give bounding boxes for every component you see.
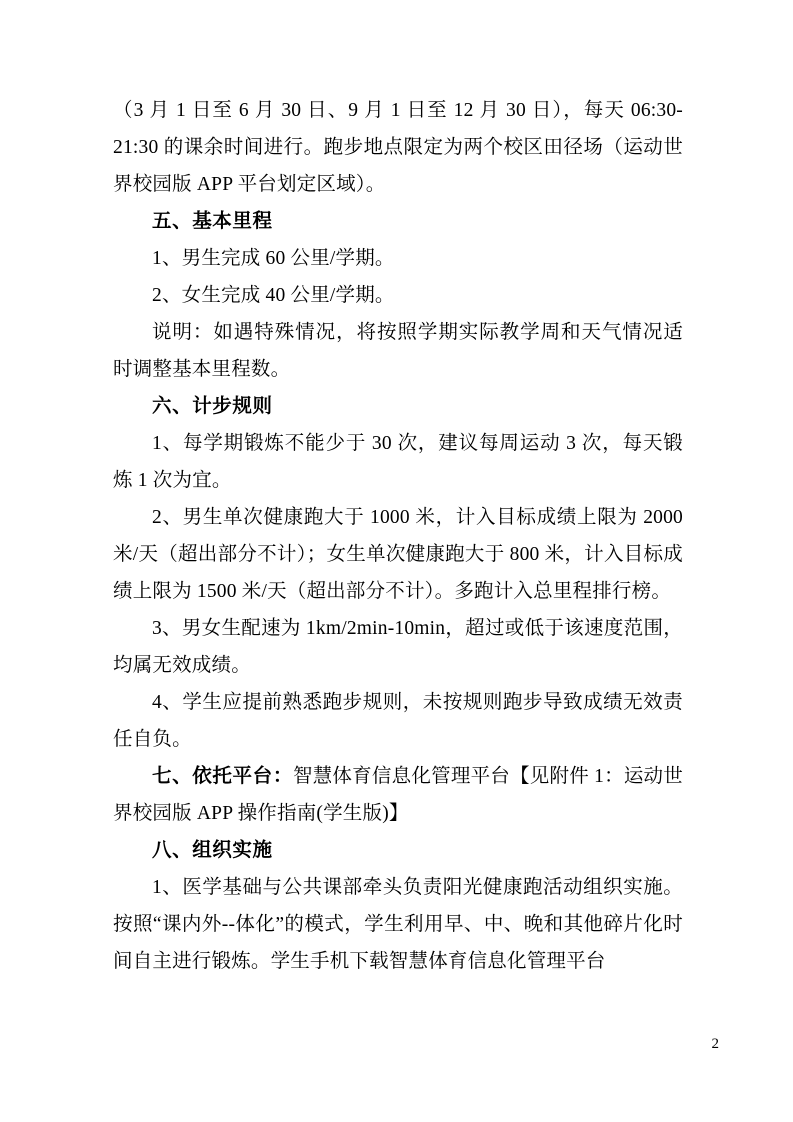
- heading-seven-label: 七、依托平台：: [152, 766, 293, 787]
- heading-section-seven: [113, 758, 683, 832]
- heading-seven-value: 智慧体育信息化管理平台【见附件 1：运动世界校园版 APP 操作指南(学生版)】: [113, 766, 683, 824]
- paragraph-six-item-3: 3、男女生配速为 1km/2min-10min，超过或低于该速度范围，均属无效成绩。: [113, 618, 683, 676]
- paragraph-six-item-2: 2、男生单次健康跑大于 1000 米，计入目标成绩上限为 2000 米/天（超出部分不计）；女生单次健康跑大于 800 米，计入目标成绩上限为 1500 米/天（超出部分不计）。多跑计入总里程排行榜。: [113, 507, 683, 602]
- heading-section-five: 五、基本里程: [152, 211, 273, 232]
- page-number: 2: [711, 1036, 719, 1052]
- paragraph-schedule: （3 月 1 日至 6 月 30 日、9 月 1 日至 12 月 30 日），每天 06:30-21:30 的课余时间进行。跑步地点限定为两个校区田径场（运动世界校园版 APP 平台划定区域）。: [113, 100, 683, 195]
- paragraph-five-item-1: 1、男生完成 60 公里/学期。: [152, 248, 395, 269]
- paragraph-six-item-4: 4、学生应提前熟悉跑步规则，未按规则跑步导致成绩无效责任自负。: [113, 692, 683, 750]
- document-body: [113, 92, 683, 980]
- paragraph-five-item-2: 2、女生完成 40 公里/学期。: [152, 285, 395, 306]
- heading-section-eight: 八、组织实施: [152, 840, 273, 861]
- paragraph-eight-item-1: 1、医学基础与公共课部牵头负责阳光健康跑活动组织实施。按照“课内外--体化”的模式，学生利用早、中、晚和其他碎片化时间自主进行锻炼。学生手机下载智慧体育信息化管理平台: [113, 877, 683, 972]
- paragraph-six-item-1: 1、每学期锻炼不能少于 30 次，建议每周运动 3 次，每天锻炼 1 次为宜。: [113, 433, 683, 491]
- paragraph-five-note: 说明：如遇特殊情况，将按照学期实际教学周和天气情况适时调整基本里程数。: [113, 322, 683, 380]
- heading-section-six: 六、计步规则: [152, 396, 273, 417]
